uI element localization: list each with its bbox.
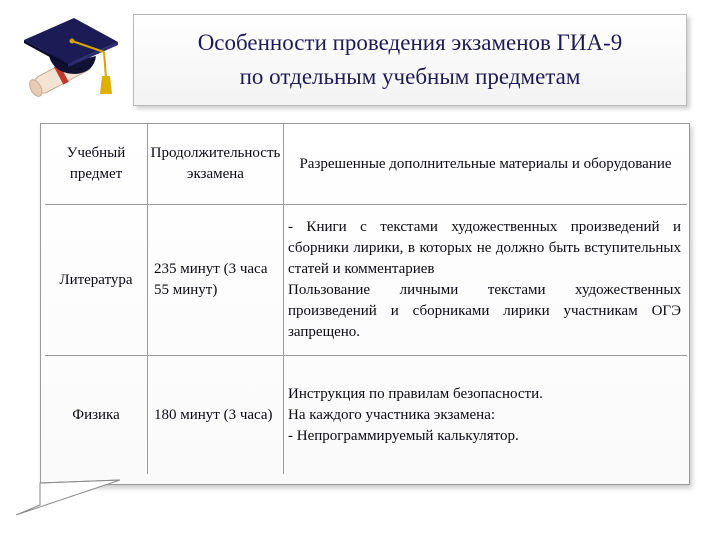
materials-text: Пользование личными текстами художественных произведений и сборниками лирики участникам ОГЭ запрещено. <box>288 282 681 340</box>
materials-text: На каждого участника экзамена: <box>288 406 496 423</box>
header-materials-label: Разрешенные дополнительные материалы и оборудование <box>299 155 672 172</box>
materials-text: - Книги с текстами художественных произведений и сборники лирики, в которых не должно быть вступительных статей и комментариев <box>288 219 681 277</box>
subject-label: Литература <box>59 271 133 288</box>
header-duration-label: Продолжительность экзамена <box>150 145 281 182</box>
duration-label: 180 минут (3 часа) <box>154 406 273 423</box>
slide-title-line2: по отдельным учебным предметам <box>239 64 581 89</box>
materials-text: - Непрограммируемый калькулятор. <box>288 427 519 444</box>
header-subject-label: Учебный предмет <box>66 145 126 182</box>
duration-label: 235 минут (3 часа 55 минут) <box>154 261 268 298</box>
subject-label: Физика <box>72 406 120 423</box>
materials-text: Инструкция по правилам безопасности. <box>288 385 543 402</box>
slide-title-line1: Особенности проведения экзаменов ГИА-9 <box>197 30 623 55</box>
